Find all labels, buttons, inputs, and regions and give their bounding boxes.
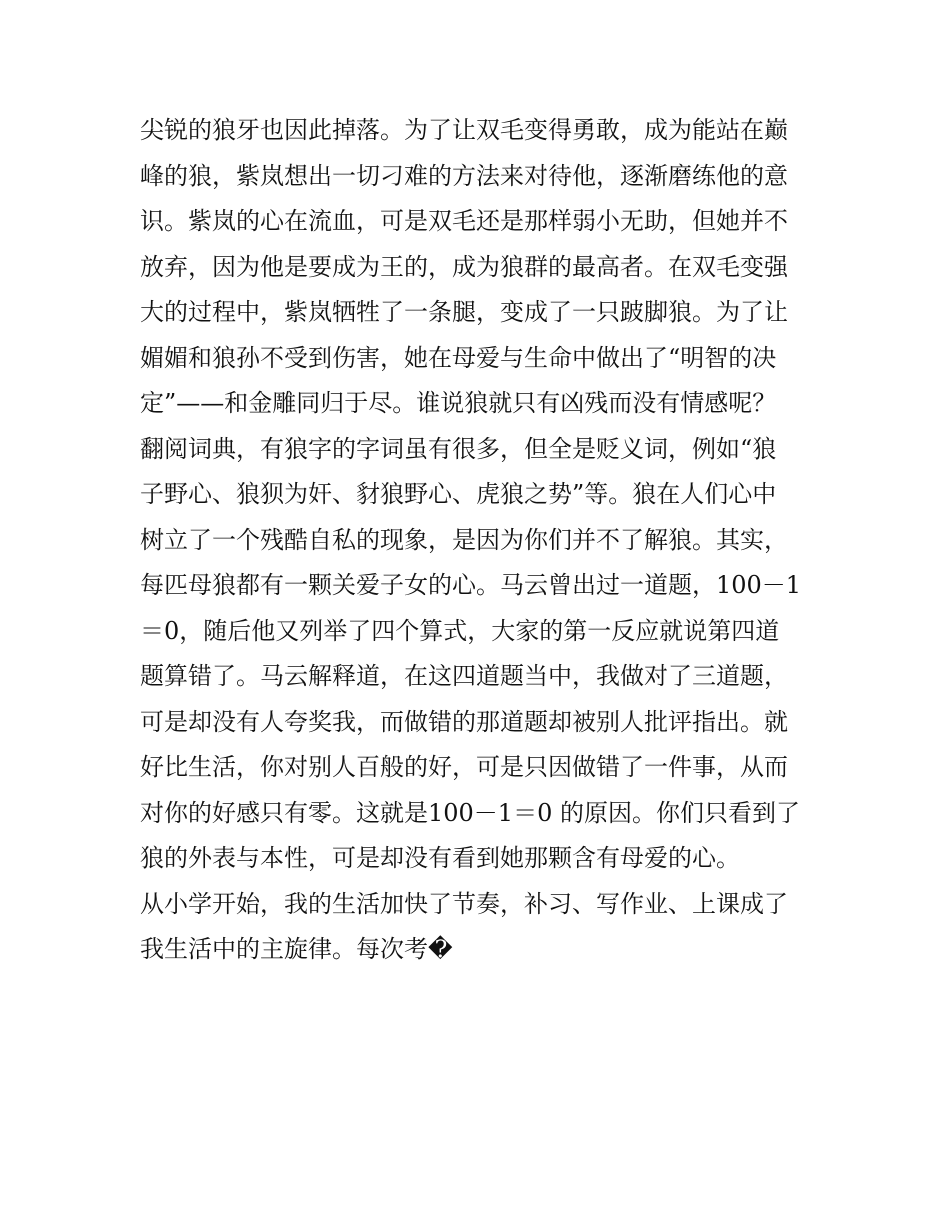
text-line: 可是却没有人夸奖我，而做错的那道题却被别人批评指出。就 xyxy=(140,707,788,736)
text-line: ＝0，随后他又列举了四个算式，大家的第一反应就说第四道 xyxy=(140,616,780,645)
text-line: 狼的外表与本性，可是却没有看到她那颗含有母爱的心。 xyxy=(140,844,740,872)
text-line: 峰的狼，紫岚想出一切刁难的方法来对待他，逐渐磨练他的意 xyxy=(140,161,788,190)
text-line: 我生活中的主旋律。每次考� xyxy=(140,935,453,963)
text-line: 尖锐的狼牙也因此掉落。为了让双毛变得勇敢，成为能站在巅 xyxy=(140,116,788,144)
text-line: 翻阅词典，有狼字的字词虽有很多，但全是贬义词，例如“狼 xyxy=(140,434,777,463)
text-line: 每匹母狼都有一颗关爱子女的心。马云曾出过一道题，100－1 xyxy=(140,571,802,599)
text-line: 子野心、狼狈为奸、豺狼野心、虎狼之势”等。狼在人们心中 xyxy=(140,480,777,508)
text-line: 媚媚和狼孙不受到伤害，她在母爱与生命中做出了“明智的决 xyxy=(140,343,777,372)
text-line: 树立了一个残酷自私的现象，是因为你们并不了解狼。其实， xyxy=(140,525,788,554)
text-line: 从小学开始，我的生活加快了节奏，补习、写作业、上课成了 xyxy=(140,889,788,918)
text-line: 放弃，因为他是要成为王的，成为狼群的最高者。在双毛变强 xyxy=(140,252,788,281)
text-line: 题算错了。马云解释道，在这四道题当中，我做对了三道题， xyxy=(140,662,788,690)
body-text xyxy=(140,108,820,973)
text-line: 对你的好感只有零。这就是100－1＝0 的原因。你们只看到了 xyxy=(140,798,800,827)
text-line: 大的过程中，紫岚牺牲了一条腿，变成了一只跛脚狼。为了让 xyxy=(140,298,788,326)
text-line: 定”——和金雕同归于尽。谁说狼就只有凶残而没有情感呢？ xyxy=(140,389,777,417)
text-line: 好比生活，你对别人百般的好，可是只因做错了一件事，从而 xyxy=(140,753,788,781)
text-line: 识。紫岚的心在流血，可是双毛还是那样弱小无助，但她并不 xyxy=(140,207,788,235)
